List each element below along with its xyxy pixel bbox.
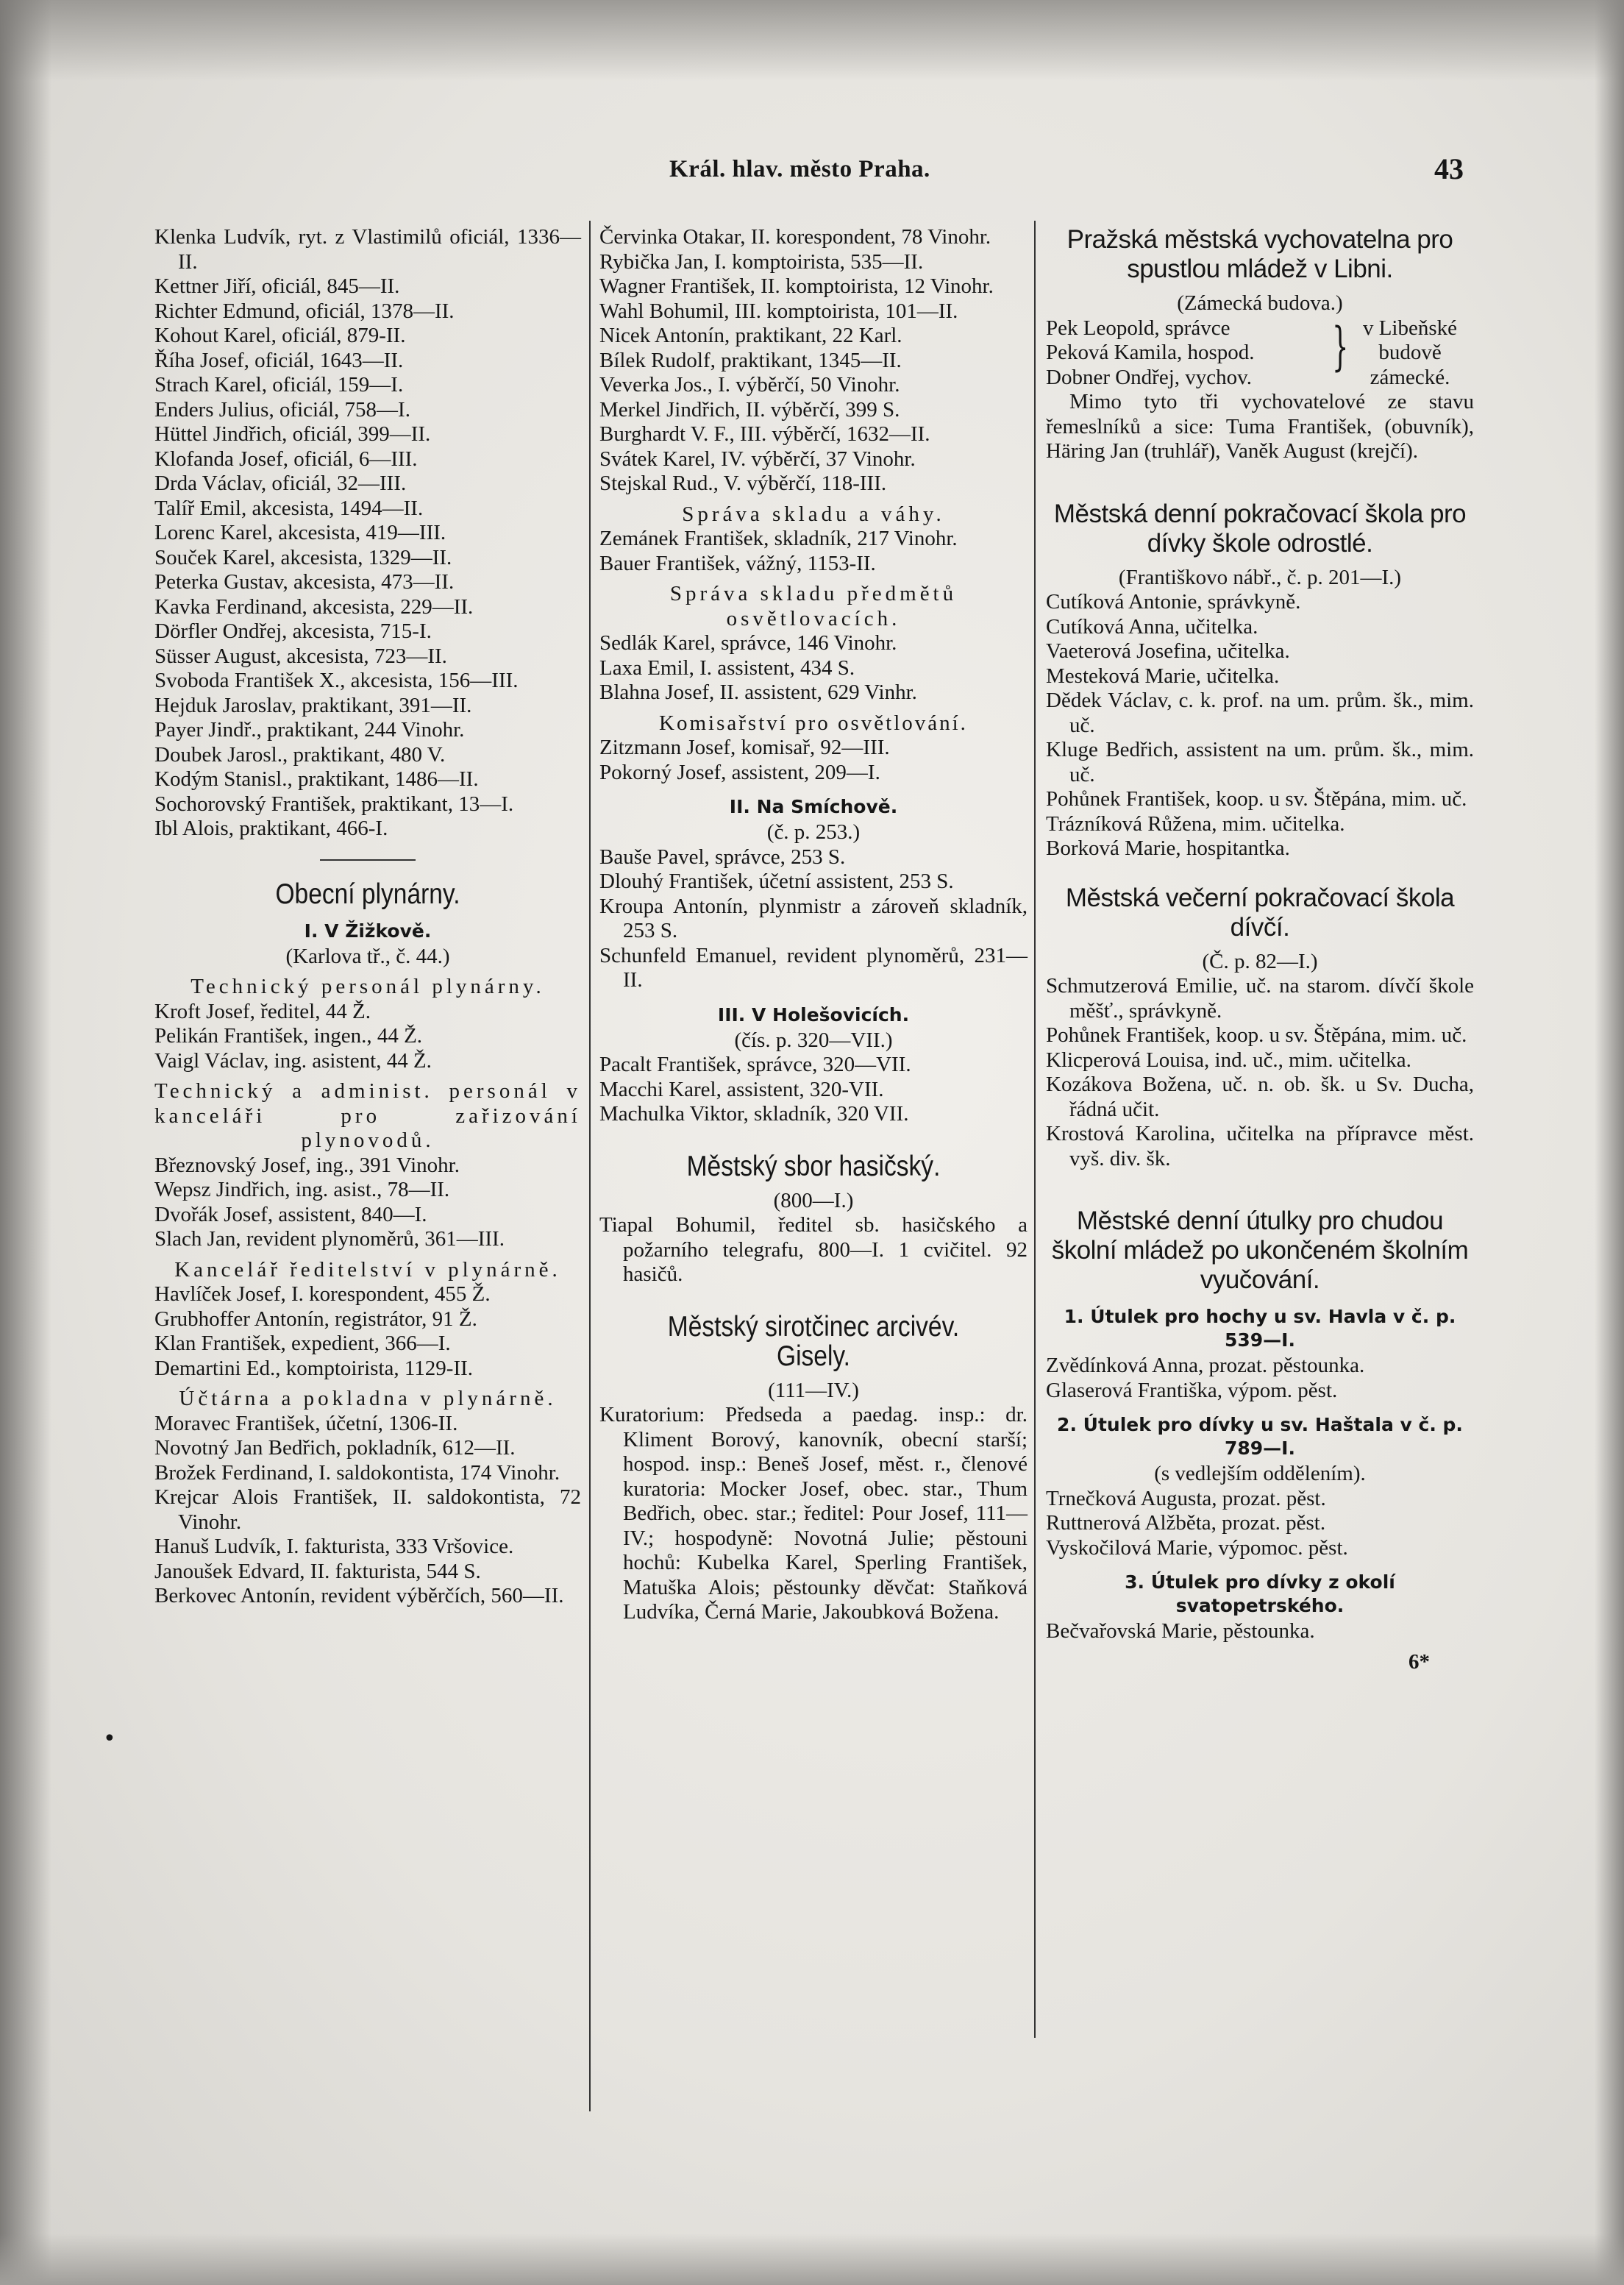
entry: Kroupa Antonín, plynmistr a zároveň skladník, 253 S. bbox=[599, 894, 1028, 942]
entry-list bbox=[1046, 590, 1474, 861]
department-heading: Komisařství pro osvětlování. bbox=[659, 711, 968, 735]
entry: Kodým Stanisl., praktikant, 1486—II. bbox=[154, 767, 479, 791]
entry: Pokorný Josef, assistent, 209—I. bbox=[599, 760, 880, 784]
section-divider bbox=[320, 859, 416, 861]
department-heading: Správa skladu předmětů osvětlovacích. bbox=[669, 582, 958, 630]
entry-list bbox=[599, 736, 1028, 785]
entry-list bbox=[154, 225, 581, 842]
entry-list bbox=[599, 225, 1028, 497]
entry: Kozákova Božena, uč. n. ob. šk. u Sv. Ducha, řádná učit. bbox=[1046, 1073, 1474, 1121]
entry: Wagner František, II. komptoirista, 12 Vinohr. bbox=[599, 274, 994, 298]
entry: Hejduk Jaroslav, praktikant, 391—II. bbox=[154, 693, 472, 717]
department-heading: Kancelář ředitelství v plynárně. bbox=[174, 1257, 561, 1282]
scan-shadow-right bbox=[1595, 0, 1624, 2285]
entry: Pohůnek František, koop. u sv. Štěpána, mim. uč. bbox=[1046, 1023, 1467, 1047]
subsection-heading: 3. Útulek pro dívky z okolí svatopetrského. bbox=[1125, 1571, 1395, 1616]
entry: Sedlák Karel, správce, 146 Vinohr. bbox=[599, 631, 897, 655]
section-heading: Obecní plynárny. bbox=[275, 878, 460, 910]
entry-list bbox=[599, 527, 1028, 576]
scan-shadow-bottom bbox=[0, 2234, 1624, 2285]
entry: Klenka Ludvík, ryt. z Vlastimilů oficiál, 1336—II. bbox=[154, 225, 581, 274]
entry: Peková Kamila, hospod. bbox=[1046, 341, 1255, 364]
entry: Wepsz Jindřich, ing. asist., 78—II. bbox=[154, 1178, 450, 1201]
entry: Drda Václav, oficiál, 32—III. bbox=[154, 472, 407, 495]
entry: Brožek Ferdinand, I. saldokontista, 174 Vinohr. bbox=[154, 1460, 560, 1485]
entry: Zemánek František, skladník, 217 Vinohr. bbox=[599, 527, 958, 550]
entry: Richter Edmund, oficiál, 1378—II. bbox=[154, 299, 455, 323]
subsection-heading: 1. Útulek pro hochy u sv. Havla v č. p. 539—I. bbox=[1064, 1306, 1456, 1351]
entry: Krostová Karolina, učitelka na přípravce měst. vyš. div. šk. bbox=[1046, 1122, 1474, 1170]
column-3 bbox=[1046, 225, 1474, 1674]
entry-list bbox=[1046, 1354, 1474, 1403]
entry: Veverka Jos., I. výběrčí, 50 Vinohr. bbox=[599, 373, 900, 397]
entry: Vaeterová Josefina, učitelka. bbox=[1046, 639, 1290, 663]
entry: Pelikán František, ingen., 44 Ž. bbox=[154, 1024, 423, 1048]
subsection-heading: II. Na Smíchově. bbox=[729, 796, 898, 817]
entry-list bbox=[1046, 1487, 1474, 1561]
entry-list bbox=[599, 845, 1028, 993]
entry: Grubhoffer Antonín, registrátor, 91 Ž. bbox=[154, 1307, 477, 1331]
entry: Dědek Václav, c. k. prof. na um. prům. šk., mim. uč. bbox=[1046, 689, 1474, 737]
address-line: (s vedlejším oddělením). bbox=[1154, 1462, 1366, 1485]
entry-list bbox=[599, 1053, 1028, 1127]
entry: Cutíková Anna, učitelka. bbox=[1046, 614, 1258, 639]
entry: Vaigl Václav, ing. asistent, 44 Ž. bbox=[154, 1048, 432, 1073]
entry: Macchi Karel, assistent, 320-VII. bbox=[599, 1077, 884, 1101]
section-heading: Městské denní útulky pro chudou školní mládež po ukončeném školním vyučování. bbox=[1051, 1207, 1469, 1294]
entry-list bbox=[154, 1282, 581, 1381]
brace-annotation: v Libeňské budově zámecké. bbox=[1362, 316, 1458, 389]
running-head: Král. hlav. město Praha. bbox=[669, 156, 930, 182]
entry: Trázníková Růžena, mim. učitelka. bbox=[1046, 811, 1345, 836]
column-rule-left bbox=[589, 221, 591, 2111]
entry: Machulka Viktor, skladník, 320 VII. bbox=[599, 1102, 909, 1126]
margin-dot: • bbox=[103, 1726, 116, 1752]
entry: Bílek Rudolf, praktikant, 1345—II. bbox=[599, 348, 902, 372]
subsection-heading: 2. Útulek pro dívky u sv. Haštala v č. p. 789—I. bbox=[1057, 1414, 1463, 1459]
entry: Payer Jindř., praktikant, 244 Vinohr. bbox=[154, 718, 465, 742]
department-heading: Technický a administ. personál v kanceláři pro zařizování plynovodů. bbox=[154, 1079, 581, 1152]
entry: Lorenc Karel, akcesista, 419—III. bbox=[154, 521, 446, 544]
section-heading: Městský sirotčinec arcivév. Gisely. bbox=[667, 1310, 960, 1372]
paragraph: Tiapal Bohumil, ředitel sb. hasičského a požarního telegrafu, 800—I. 1 cvičitel. 92 hasičů. bbox=[599, 1213, 1028, 1286]
subsection-heading: III. V Holešovicích. bbox=[717, 1003, 910, 1026]
entry: Dobner Ondřej, vychov. bbox=[1046, 365, 1252, 389]
entry: Kettner Jiří, oficiál, 845—II. bbox=[154, 274, 400, 298]
entry: Demartini Ed., komptoirista, 1129-II. bbox=[154, 1356, 474, 1380]
entry: Svátek Karel, IV. výběrčí, 37 Vinohr. bbox=[599, 447, 916, 471]
entry: Bečvařovská Marie, pěstounka. bbox=[1046, 1619, 1315, 1643]
department-heading: Technický personál plynárny. bbox=[190, 975, 545, 998]
scan-shadow-left bbox=[0, 0, 51, 2285]
address-line: (č. p. 253.) bbox=[766, 820, 861, 844]
entry: Peterka Gustav, akcesista, 473—II. bbox=[154, 570, 455, 594]
entry: Havlíček Josef, I. korespondent, 455 Ž. bbox=[154, 1282, 491, 1306]
entry-list bbox=[154, 1000, 581, 1074]
entry: Sochorovský František, praktikant, 13—I. bbox=[154, 792, 514, 816]
entry: Mesteková Marie, učitelka. bbox=[1046, 664, 1280, 688]
entry: Souček Karel, akcesista, 1329—II. bbox=[154, 545, 452, 569]
entry: Rybička Jan, I. komptoirista, 535—II. bbox=[599, 249, 924, 274]
entry: Janoušek Edvard, II. fakturista, 544 S. bbox=[154, 1559, 481, 1583]
entry: Klofanda Josef, oficiál, 6—III. bbox=[154, 447, 418, 471]
entry: Březnovský Josef, ing., 391 Vinohr. bbox=[154, 1153, 460, 1177]
entry: Krejcar Alois František, II. saldokontista, 72 Vinohr. bbox=[154, 1485, 581, 1534]
entry: Talíř Emil, akcesista, 1494—II. bbox=[154, 496, 424, 520]
paragraph: Kuratorium: Předseda a paedag. insp.: dr. Kliment Borový, kanovník, obecní starší; hospod. insp.: Beneš Josef, měst. r., členové kuratoria: Mocker Josef, obec. star., Thum Bedřich, obec. star.; ředitel: Pour Josef, 111—IV.; hospodyně: Novotná Julie; pěstouni hochů: Kubelka Karel, Sperling František, Matuška Alois; pěstounky děvčat: Staňková Ludvíka, Černá Marie, Jakoubková Božena. bbox=[599, 1403, 1028, 1624]
entry: Kluge Bedřich, assistent na um. prům. šk., mim. uč. bbox=[1046, 738, 1474, 786]
entry: Doubek Jarosl., praktikant, 480 V. bbox=[154, 742, 446, 767]
entry: Zvědínková Anna, prozat. pěstounka. bbox=[1046, 1354, 1365, 1377]
entry: Kroft Josef, ředitel, 44 Ž. bbox=[154, 999, 371, 1023]
signature-mark: 6* bbox=[1408, 1649, 1430, 1674]
entry: Bauše Pavel, správce, 253 S. bbox=[599, 845, 846, 869]
entry: Cutíková Antonie, správkyně. bbox=[1046, 590, 1301, 614]
brace-symbol: } bbox=[1332, 316, 1349, 377]
department-heading: Správa skladu a váhy. bbox=[682, 502, 945, 526]
entry: Pacalt František, správce, 320—VII. bbox=[599, 1053, 911, 1076]
entry: Pek Leopold, správce bbox=[1046, 316, 1231, 340]
entry: Bauer František, vážný, 1153-II. bbox=[599, 551, 876, 575]
address-line: (čís. p. 320—VII.) bbox=[734, 1028, 893, 1052]
entry: Schmutzerová Emilie, uč. na starom. dívčí škole měšť., správkyně. bbox=[1046, 974, 1474, 1023]
entry: Enders Julius, oficiál, 758—I. bbox=[154, 397, 410, 422]
address-line: (Karlova tř., č. 44.) bbox=[285, 944, 450, 968]
entry: Svoboda František X., akcesista, 156—III. bbox=[154, 669, 519, 692]
entry: Pohůnek František, koop. u sv. Štěpána, mim. uč. bbox=[1046, 787, 1467, 811]
brace-group bbox=[1046, 316, 1474, 391]
entry: Klan František, expedient, 366—I. bbox=[154, 1332, 451, 1355]
entry: Berkovec Antonín, revident výběrčích, 560—II. bbox=[154, 1584, 564, 1607]
entry: Klicperová Louisa, ind. uč., mim. učitelka. bbox=[1046, 1048, 1411, 1072]
entry: Ibl Alois, praktikant, 466-I. bbox=[154, 817, 388, 840]
entry: Glaserová Františka, výpom. pěst. bbox=[1046, 1378, 1338, 1402]
entry-list bbox=[1046, 1619, 1474, 1644]
entry: Burghardt V. F., III. výběrčí, 1632—II. bbox=[599, 422, 930, 446]
entry: Slach Jan, revident plynoměrů, 361—III. bbox=[154, 1227, 505, 1251]
subsection-heading: I. V Žižkově. bbox=[304, 920, 432, 942]
entry: Hüttel Jindřich, oficiál, 399—II. bbox=[154, 422, 431, 446]
entry: Kohout Karel, oficiál, 879-II. bbox=[154, 324, 406, 347]
entry: Dlouhý František, účetní assistent, 253 S. bbox=[599, 870, 954, 893]
entry: Zitzmann Josef, komisař, 92—III. bbox=[599, 736, 890, 759]
entry: Schunfeld Emanuel, revident plynoměrů, 231—II. bbox=[599, 943, 1028, 992]
address-line: (Č. p. 82—I.) bbox=[1202, 949, 1318, 973]
entry: Novotný Jan Bedřich, pokladník, 612—II. bbox=[154, 1436, 516, 1460]
entry: Trnečková Augusta, prozat. pěst. bbox=[1046, 1486, 1326, 1510]
entry: Borková Marie, hospitantka. bbox=[1046, 836, 1290, 860]
entry: Strach Karel, oficiál, 159—I. bbox=[154, 373, 404, 397]
entry: Dörfler Ondřej, akcesista, 715-I. bbox=[154, 619, 432, 643]
address-line: (Zámecká budova.) bbox=[1177, 291, 1343, 315]
entry: Wahl Bohumil, III. komptoirista, 101—II. bbox=[599, 299, 958, 323]
scan-shadow-top bbox=[0, 0, 1624, 81]
entry: Nicek Antonín, praktikant, 22 Karl. bbox=[599, 324, 902, 347]
page-number: 43 bbox=[1434, 152, 1464, 185]
entry: Merkel Jindřich, II. výběrčí, 399 S. bbox=[599, 397, 900, 422]
entry-list bbox=[1046, 974, 1474, 1171]
entry: Dvořák Josef, assistent, 840—I. bbox=[154, 1202, 427, 1226]
address-line: (Františkovo nábř., č. p. 201—I.) bbox=[1118, 565, 1402, 589]
entry-list bbox=[1046, 316, 1329, 391]
paragraph: Mimo tyto tři vychovatelové ze stavu řemeslníků a sice: Tuma František, (obuvník), Häring Jan (truhlář), Vaněk August (krejčí). bbox=[1046, 390, 1474, 463]
entry: Ruttnerová Alžběta, prozat. pěst. bbox=[1046, 1511, 1326, 1535]
entry: Stejskal Rud., V. výběrčí, 118-III. bbox=[599, 472, 887, 495]
department-heading: Účtárna a pokladna v plynárně. bbox=[179, 1387, 557, 1410]
column-rule-right bbox=[1034, 221, 1036, 2038]
entry: Süsser August, akcesista, 723—II. bbox=[154, 644, 447, 668]
entry: Laxa Emil, I. assistent, 434 S. bbox=[599, 655, 855, 680]
entry-list bbox=[154, 1154, 581, 1252]
section-heading: Městská večerní pokračovací škola dívčí. bbox=[1065, 883, 1455, 942]
column-2 bbox=[599, 225, 1028, 1625]
column-1 bbox=[154, 225, 581, 1609]
entry: Moravec František, účetní, 1306-II. bbox=[154, 1411, 458, 1435]
entry: Říha Josef, oficiál, 1643—II. bbox=[154, 348, 404, 372]
entry: Červinka Otakar, II. korespondent, 78 Vinohr. bbox=[599, 225, 991, 249]
section-heading: Pražská městská vychovatelna pro spustlou mládež v Libni. bbox=[1066, 225, 1453, 283]
entry: Hanuš Ludvík, I. fakturista, 333 Vršovice. bbox=[154, 1535, 514, 1558]
entry: Blahna Josef, II. assistent, 629 Vinhr. bbox=[599, 680, 917, 704]
entry: Vyskočilová Marie, výpomoc. pěst. bbox=[1046, 1535, 1348, 1560]
section-heading: Městská denní pokračovací škola pro dívky škole odrostlé. bbox=[1053, 499, 1467, 558]
address-line: (800—I.) bbox=[773, 1188, 854, 1212]
entry: Kavka Ferdinand, akcesista, 229—II. bbox=[154, 594, 474, 619]
entry-list bbox=[154, 1412, 581, 1609]
address-line: (111—IV.) bbox=[768, 1378, 859, 1402]
entry-list bbox=[599, 631, 1028, 706]
section-heading: Městský sbor hasičský. bbox=[686, 1150, 941, 1182]
